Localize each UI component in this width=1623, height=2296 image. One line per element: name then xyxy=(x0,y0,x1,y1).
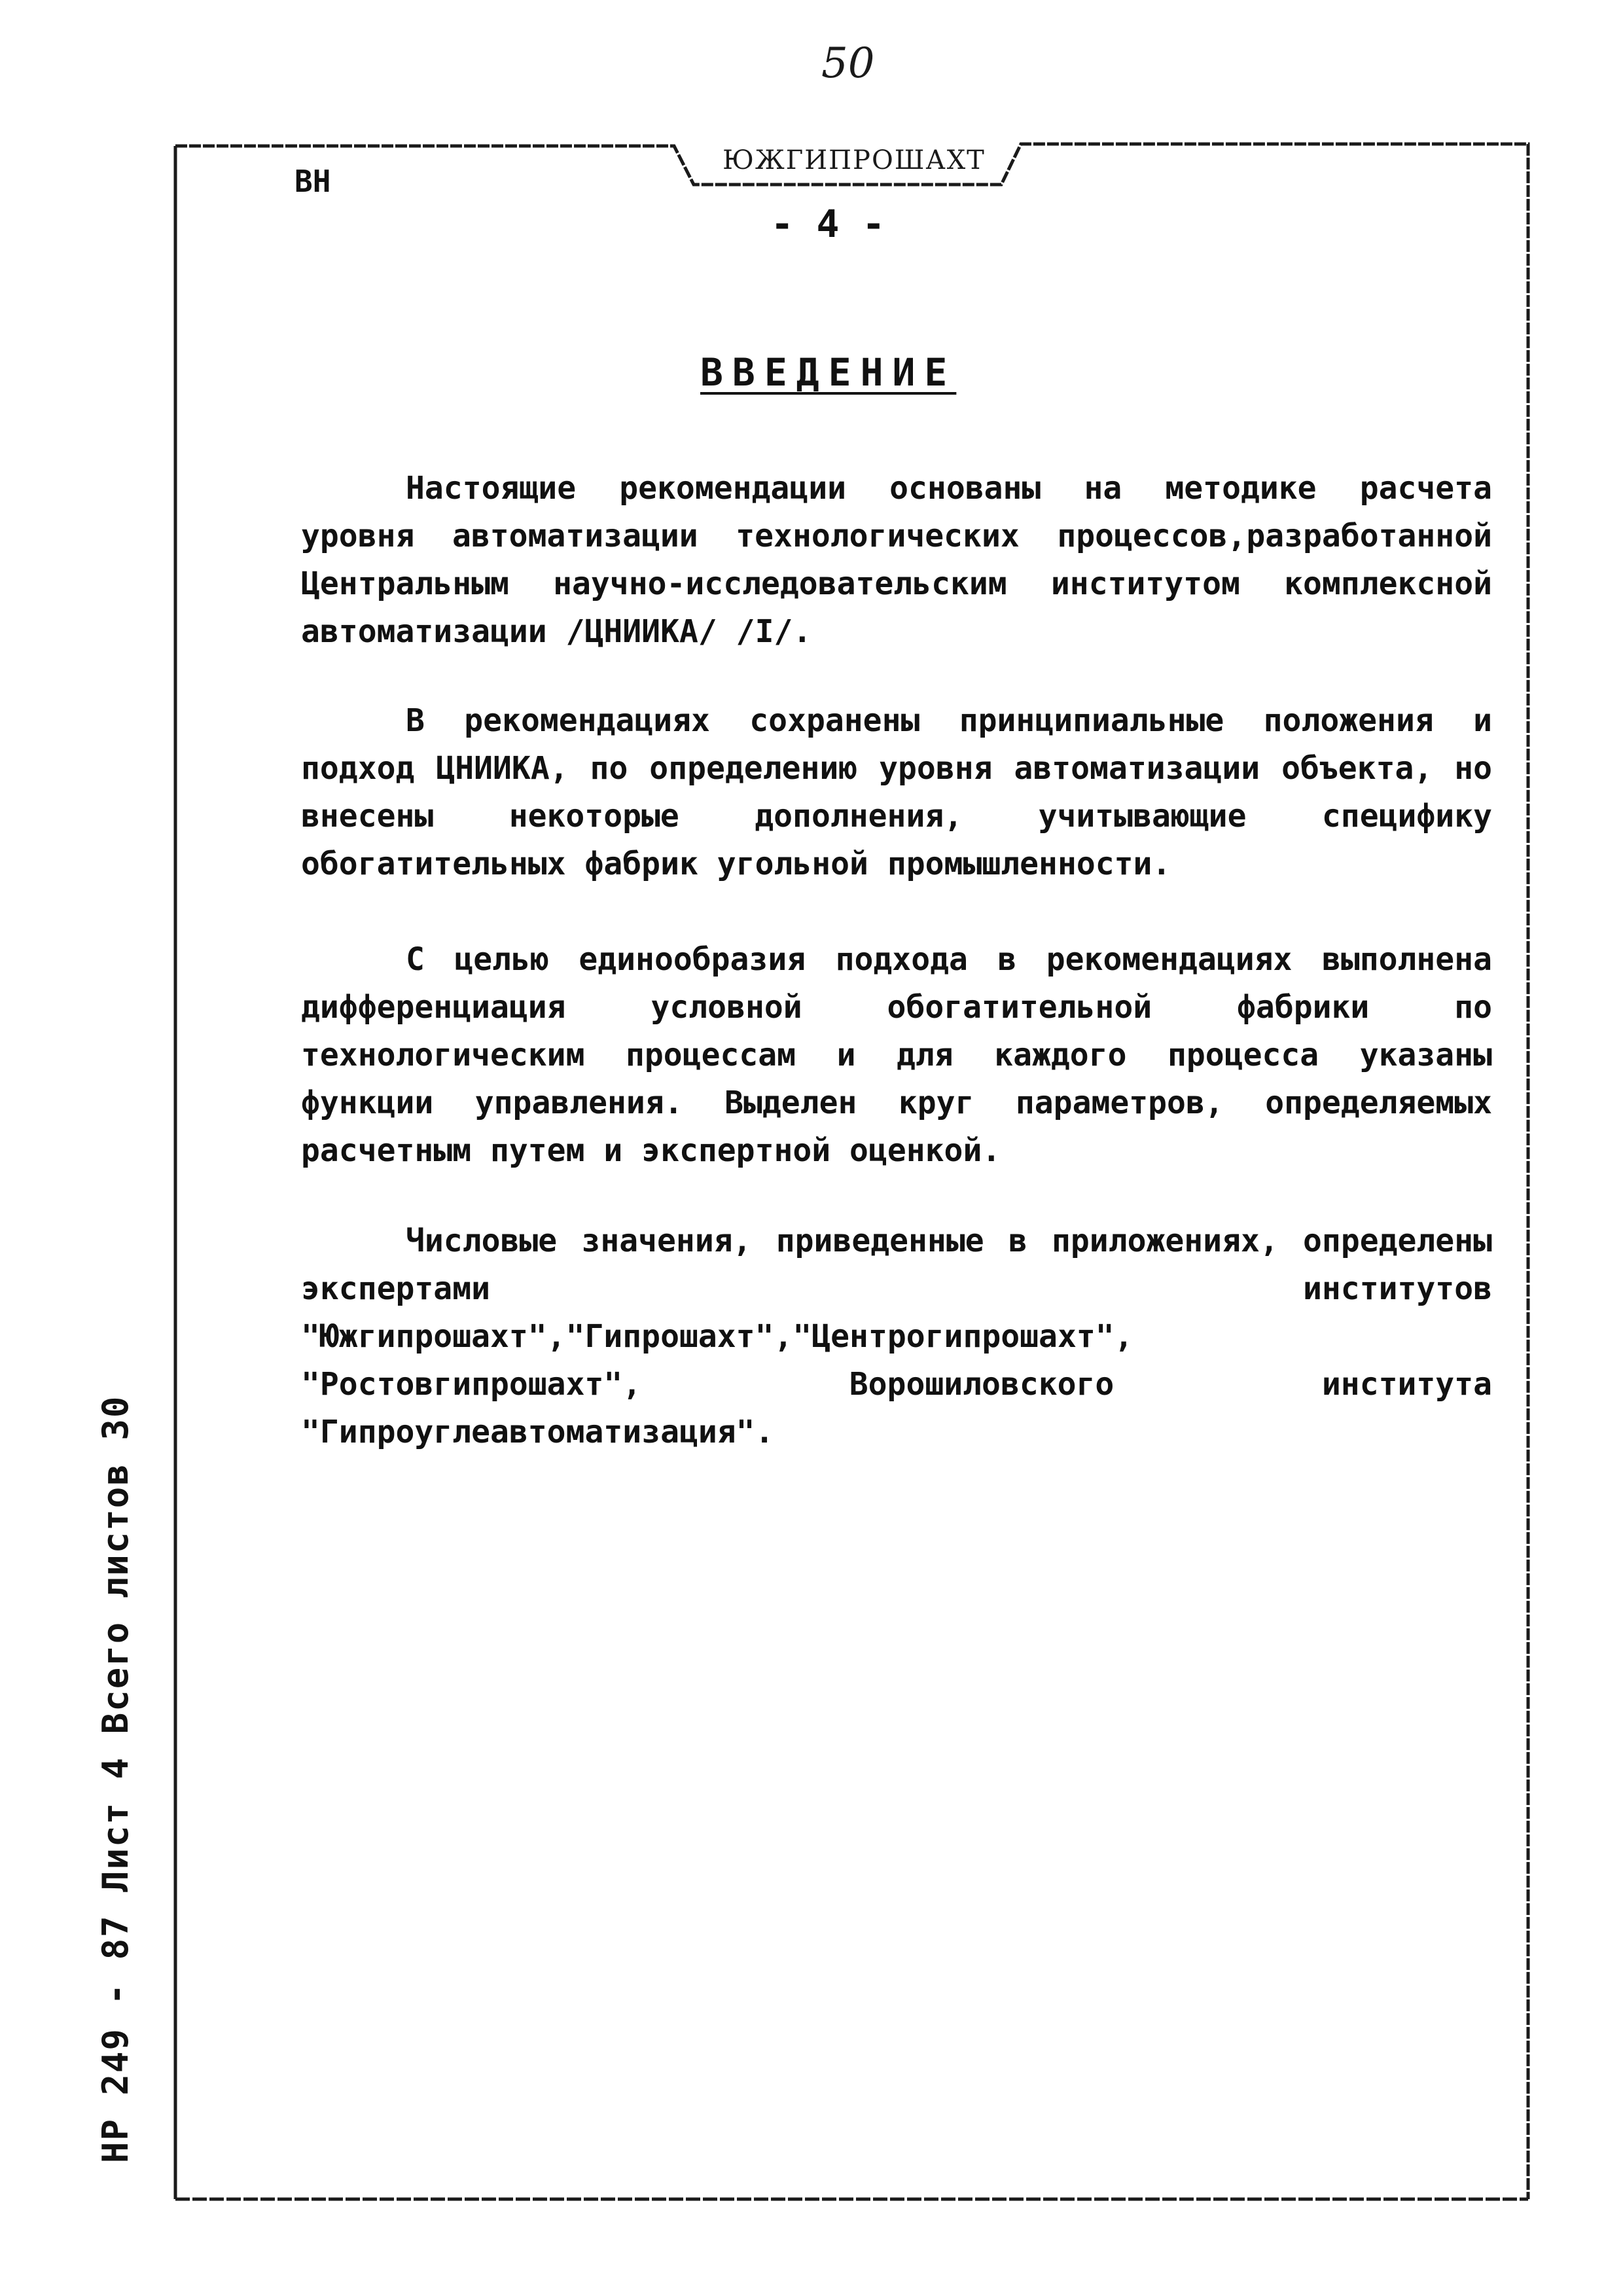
document-title: ВВЕДЕНИЕ xyxy=(700,350,957,395)
paragraph-1: Настоящие рекомендации основаны на методике расчета уровня автоматизации технологических процессов,разработанной Центральным научно-исследовательским институтом комплексной автоматизации /ЦНИИКА/ /I/. xyxy=(301,470,1492,650)
paragraph-3: С целью единообразия подхода в рекомендациях выполнена дифференциация условной обогатительной фабрики по технологическим процессам и для каждого процесса указаны функции управления. Выделен круг параметров, определяемых расчетным путем и экспертной оценкой. xyxy=(301,941,1492,1169)
paragraph-2: В рекомендациях сохранены принципиальные положения и подход ЦНИИКА, по определению уровня автоматизации объекта, но внесены некоторые дополнения, учитывающие специфику обогатительных фабрик угольной промышленности. xyxy=(301,702,1492,882)
page-mark: 50 xyxy=(821,39,875,88)
organization-stamp: ЮЖГИПРОШАХТ xyxy=(722,145,986,175)
page-number: - 4 - xyxy=(770,202,885,246)
paragraph-4: Числовые значения, приведенные в приложениях, определены экспертами институтов "Южгипрошахт","Гипрошахт","Центрогипрошахт", "Ростовгипрошахт", Ворошиловского института "Гипроуглеавтоматизация". xyxy=(301,1223,1492,1450)
side-stamp: НР 249 - 87 Лист 4 Всего листов 30 xyxy=(95,1395,136,2163)
section-code: ВН xyxy=(294,164,331,199)
